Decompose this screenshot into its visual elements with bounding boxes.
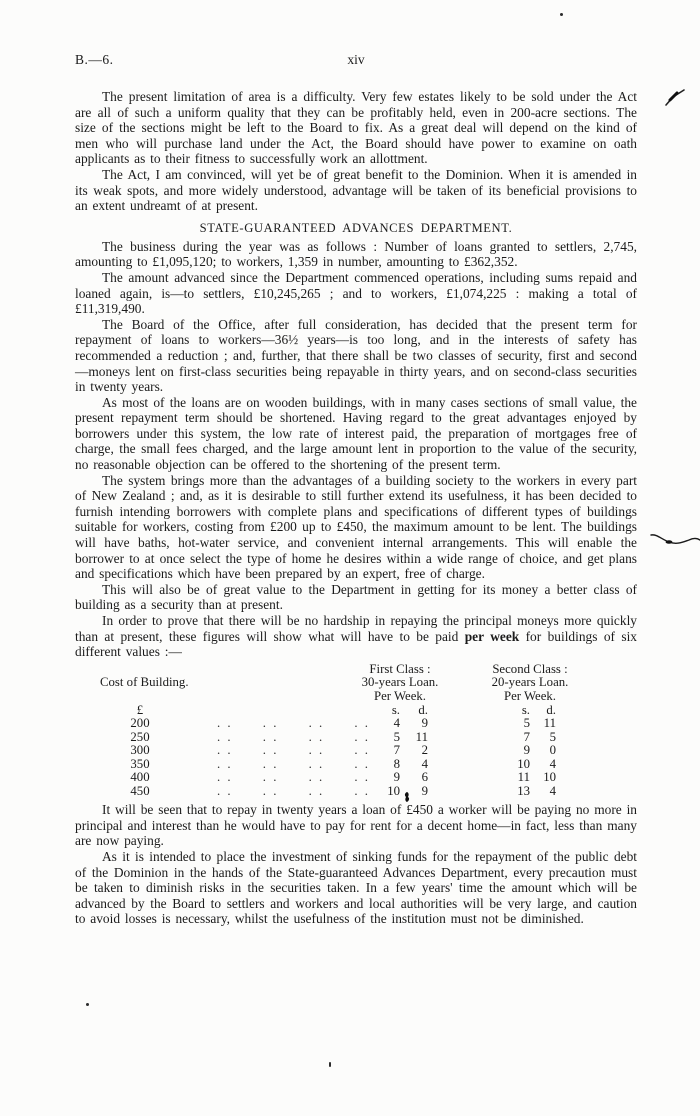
- second-class-pence: 5: [549, 729, 556, 744]
- table-row: [75, 731, 637, 745]
- paragraph: As most of the loans are on wooden buildings, with in many cases sections of small value, the present repayment term should be shortened. Having regard to the great advantages enjoyed by borrowers under this system, the low rate of interest paid, the preparation of mortgages free of charge, the small fees charged, and the large amount lent in proportion to the value of the security, no reasonable objection can be offered to the shortening of the present term.: [75, 394, 637, 473]
- leader-cell: [205, 717, 370, 731]
- leader-dots: . .: [354, 716, 370, 731]
- leader-cell: [205, 704, 370, 718]
- column-header-line: 30-years Loan.: [361, 675, 439, 690]
- table-row: [75, 744, 637, 758]
- column-gap: [428, 717, 502, 731]
- table-lead-text: for buildings of six different values :—: [75, 628, 637, 660]
- column-gap: [428, 785, 502, 799]
- loan-repayment-table: [75, 663, 637, 799]
- leader-dots: . .: [217, 783, 233, 798]
- cost-value: 200: [130, 716, 150, 731]
- column-header-line: Second Class :: [492, 661, 568, 676]
- column-gap: [428, 771, 502, 785]
- table-units-row: [75, 704, 637, 718]
- ink-speck: [560, 13, 563, 16]
- first-class-shillings: 7: [393, 743, 400, 758]
- second-class-pence: 0: [549, 743, 556, 758]
- leader-dots: . .: [308, 783, 325, 798]
- pence-abbr: d.: [418, 702, 428, 717]
- paragraph: The Board of the Office, after full consideration, has decided that the present term for repayment of loans to workers—36½ years—is too long, and in the interests of safety has recommended a reduction ; and, further, that there shall be two classes of security, first and second—moneys lent on first-class securities being repayable in thirty years, and on second-class securities in twenty years.: [75, 316, 637, 395]
- leader-dots: . .: [217, 770, 233, 785]
- column-gap: [428, 704, 502, 718]
- leader-dots: . .: [217, 743, 233, 758]
- leader-dots: . .: [354, 743, 370, 758]
- table-row: [75, 758, 637, 772]
- second-class-shillings: 10: [517, 756, 530, 771]
- leader-dots: . .: [308, 770, 325, 785]
- second-class-shillings: 7: [523, 729, 530, 744]
- ink-speck: [329, 1062, 331, 1067]
- leader-dots: . .: [262, 770, 279, 785]
- second-class-column-header: [435, 663, 625, 704]
- leader-dots: . .: [308, 729, 325, 744]
- leader-dots: . .: [308, 743, 325, 758]
- first-class-shillings: 4: [393, 716, 400, 731]
- section-heading: STATE-GUARANTEED ADVANCES DEPARTMENT.: [199, 220, 513, 235]
- tick-pen-mark-icon: [662, 86, 688, 110]
- leader-dots: . .: [217, 729, 233, 744]
- paragraph: The business during the year was as follows : Number of loans granted to settlers, 2,745, amounting to £1,095,120; to workers, 1,359 in number, amounting to £362,352.: [75, 238, 637, 270]
- leader-dots: . .: [354, 770, 370, 785]
- leader-dots: . .: [308, 756, 325, 771]
- text-block: [75, 52, 637, 927]
- table-lead-emphasis: per week: [464, 628, 520, 644]
- leader-dots: . .: [262, 716, 279, 731]
- second-class-shillings: 11: [517, 770, 530, 785]
- leader-dots: . .: [262, 743, 279, 758]
- cost-value: 400: [130, 770, 150, 785]
- leader-cell: [205, 785, 370, 799]
- column-gap: [428, 731, 502, 745]
- page-number: xiv: [347, 52, 365, 67]
- leader-dots: . .: [354, 756, 370, 771]
- leader-cell: [205, 731, 370, 745]
- paragraph: The present limitation of area is a difficulty. Very few estates likely to be sold under the Act are all of such a uniform quality that they can be profitably held, even in 200-acre sections. The size of the sections might be left to the Board to fix. As a great deal will depend on the kind of men who will purchase land under the Act, the Board should have power to examine on oath applicants as to their fitness to successfully work an allottment.: [75, 89, 637, 167]
- first-class-shillings: 5: [393, 729, 400, 744]
- column-header-line: Per Week.: [373, 688, 427, 703]
- first-class-shillings: 8: [393, 756, 400, 771]
- squiggle-pen-mark-icon: [643, 530, 700, 550]
- leader-dots: . .: [217, 716, 233, 731]
- shillings-abbr: s.: [521, 702, 530, 717]
- cost-value: 350: [130, 756, 150, 771]
- column-gap: [428, 744, 502, 758]
- currency-symbol: £: [136, 702, 144, 717]
- running-header: [75, 52, 637, 68]
- first-class-pence: 9: [421, 783, 428, 798]
- paragraph: It will be seen that to repay in twenty years a loan of £450 a worker will be paying no more in principal and interest than he would have to pay for rent for a decent home—in fact, less than many are now paying.: [75, 802, 637, 849]
- leader-cell: [205, 771, 370, 785]
- table-row: [75, 717, 637, 731]
- column-header-line: 20-years Loan.: [491, 675, 569, 690]
- first-class-pence: 2: [421, 743, 428, 758]
- table-lead-text: In order to prove that there will be no hardship in repaying the principal moneys more quickly than at present, these figures will show what will have to be paid: [75, 613, 637, 644]
- second-class-pence: 4: [549, 756, 556, 771]
- shillings-abbr: s.: [391, 702, 400, 717]
- cost-of-building-header: Cost of Building.: [100, 675, 189, 690]
- first-class-shillings: 9: [393, 770, 400, 785]
- leader-dots: . .: [217, 756, 233, 771]
- cost-value: 300: [130, 743, 150, 758]
- column-gap: [428, 758, 502, 772]
- pence-abbr: d.: [546, 702, 556, 717]
- first-class-pence: 6: [421, 770, 428, 785]
- first-class-pence: 11: [415, 729, 428, 744]
- leader-cell: [205, 744, 370, 758]
- second-class-shillings: 13: [517, 783, 530, 798]
- leader-dots: . .: [262, 783, 279, 798]
- paragraph: The amount advanced since the Department commenced operations, including sums repaid and loaned again, is—to settlers, £10,245,265 ; and to workers, £1,074,225 : making a total of £11,319,490.: [75, 269, 637, 317]
- leader-dots: . .: [262, 756, 279, 771]
- paragraph: The system brings more than the advantages of a building society to the workers in every part of New Zealand ; and, as it is desirable to still further extend its usefulness, it has been decided to furnish intending borrowers with complete plans and specifications of different types of buildings suitable for workers, costing from £200 up to £450, the maximum amount to be lent. The buildings will have baths, hot-water service, and convenient internal arrangements. This will enable the borrower to at once select the type of home he desires within a wide range of choice, and get plans and specifications which have been prepared by an expert, free of charge.: [75, 472, 637, 582]
- table-header: [75, 663, 637, 704]
- table-row: [75, 771, 637, 785]
- ink-blot-icon: [403, 791, 413, 803]
- cost-value: 250: [130, 729, 150, 744]
- second-class-pence: 11: [543, 716, 556, 731]
- ink-speck: [86, 1003, 89, 1006]
- table-lead-paragraph: [75, 613, 637, 660]
- paragraph: This will also be of great value to the Department in getting for its money a better class of building as a security than at present.: [75, 581, 637, 613]
- leader-dots: . .: [354, 729, 370, 744]
- table-row: [75, 785, 637, 799]
- paragraph: The Act, I am convinced, will yet be of great benefit to the Dominion. When it is amended in its weak spots, and more widely understood, advantage will be taken of its beneficial provisions to an extent undreamt of at present.: [75, 166, 637, 214]
- paragraph: As it is intended to place the investment of sinking funds for the repayment of the public debt of the Dominion in the hands of the State-guaranteed Advances Department, every precaution must be taken to diminish risks in the securities taken. In a few years' time the amount which will be advanced by the Board to settlers and workers and local authorities will be very large, and caution to avoid losses is necessary, whilst the usefulness of the institution must not be diminished.: [75, 849, 637, 927]
- leader-cell: [205, 758, 370, 772]
- leader-dots: . .: [308, 716, 325, 731]
- column-header-line: Per Week.: [503, 688, 557, 703]
- leader-dots: . .: [262, 729, 279, 744]
- cost-value: 450: [130, 783, 150, 798]
- second-class-shillings: 5: [523, 716, 530, 731]
- second-class-shillings: 9: [523, 743, 530, 758]
- column-header-line: First Class :: [369, 661, 431, 676]
- document-reference: B.—6.: [75, 52, 114, 67]
- first-class-pence: 4: [421, 756, 428, 771]
- first-class-pence: 9: [421, 716, 428, 731]
- leader-dots: . .: [354, 783, 370, 798]
- first-class-shillings: 10: [387, 783, 400, 798]
- second-class-pence: 10: [543, 770, 556, 785]
- second-class-pence: 4: [549, 783, 556, 798]
